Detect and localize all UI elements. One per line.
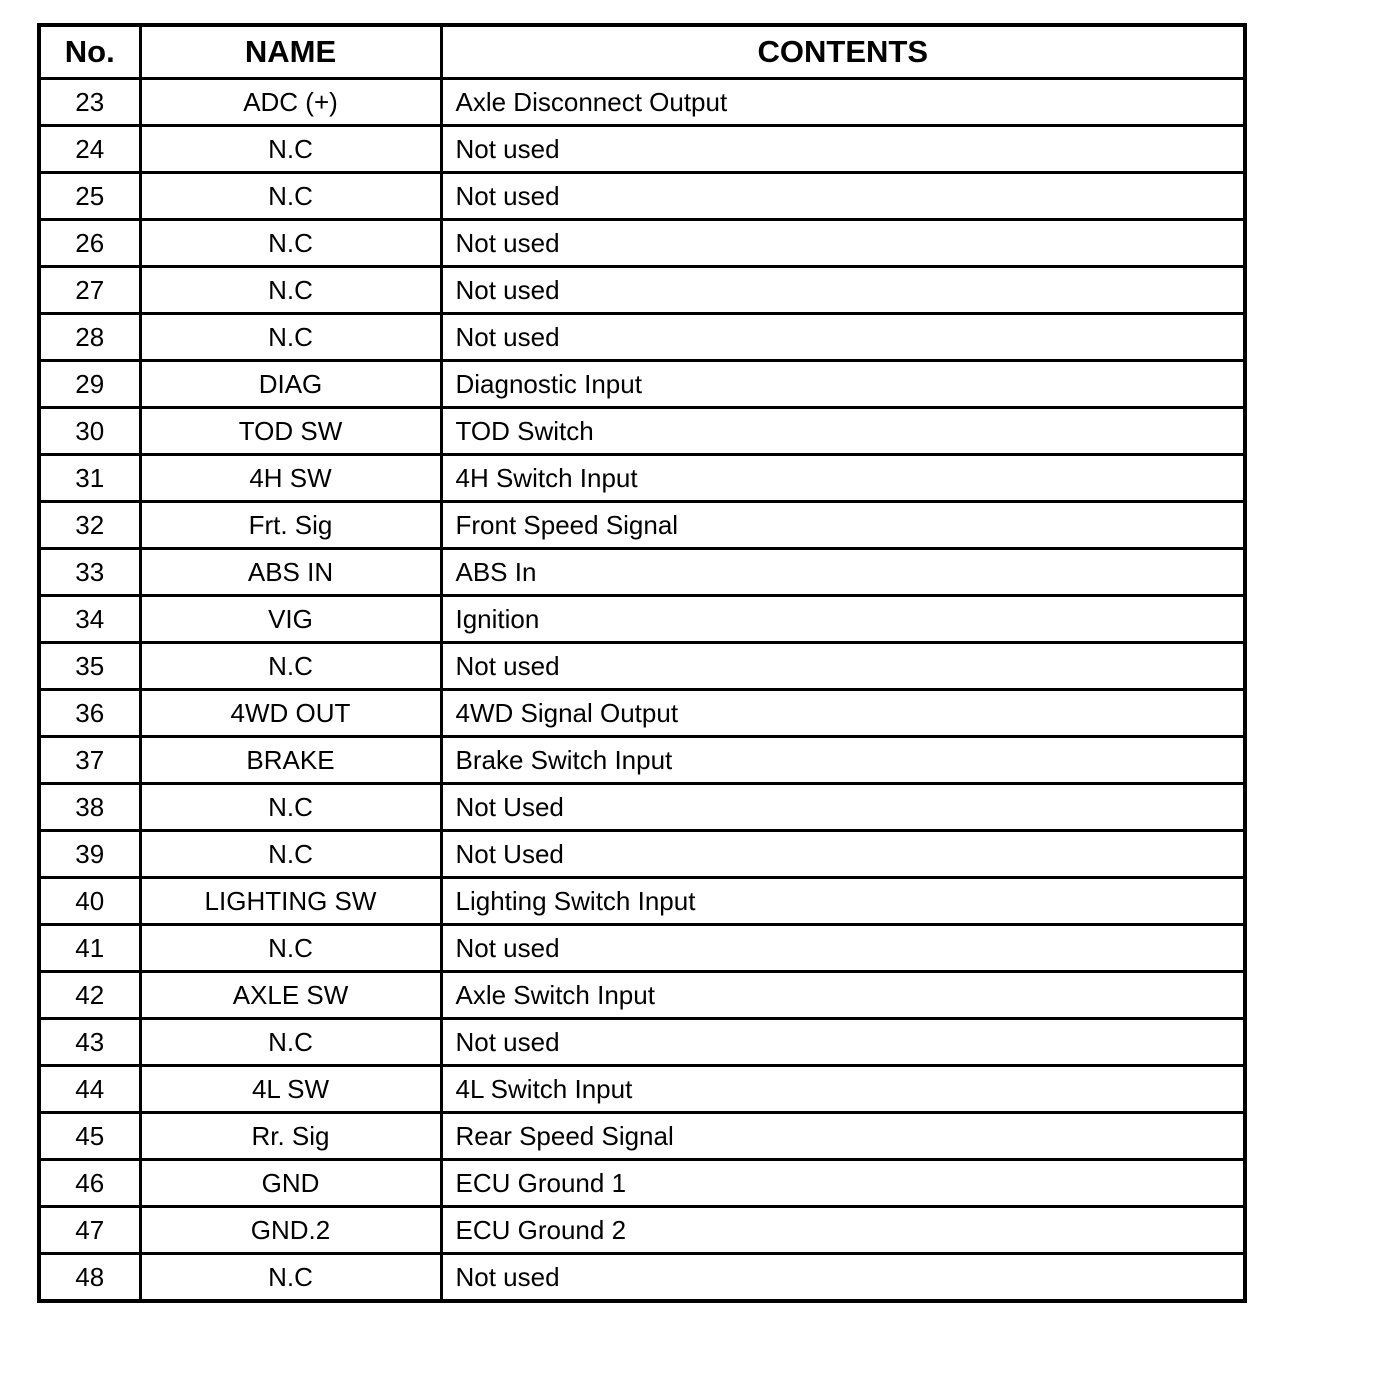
table-row (39, 314, 1245, 361)
pin-table (37, 23, 1247, 1303)
table-row (39, 408, 1245, 455)
table-row (39, 502, 1245, 549)
pin-name-cell: N.C (140, 643, 441, 690)
pin-name-cell: N.C (140, 1254, 441, 1302)
pin-number-cell: 33 (39, 549, 140, 596)
pin-number-cell: 41 (39, 925, 140, 972)
pin-contents-cell: Not used (441, 1254, 1245, 1302)
pin-contents-cell: Not used (441, 173, 1245, 220)
table-row (39, 361, 1245, 408)
pin-name-cell: AXLE SW (140, 972, 441, 1019)
pin-number-cell: 25 (39, 173, 140, 220)
table-row (39, 173, 1245, 220)
header-name: NAME (140, 25, 441, 79)
table-row (39, 878, 1245, 925)
pin-number-cell: 45 (39, 1113, 140, 1160)
table-row (39, 126, 1245, 173)
pin-number-cell: 43 (39, 1019, 140, 1066)
pin-name-cell: Frt. Sig (140, 502, 441, 549)
pin-contents-cell: Not used (441, 1019, 1245, 1066)
pin-number-cell: 24 (39, 126, 140, 173)
pin-number-cell: 38 (39, 784, 140, 831)
table-row (39, 596, 1245, 643)
table-row (39, 1254, 1245, 1302)
pin-number-cell: 35 (39, 643, 140, 690)
pin-contents-cell: Lighting Switch Input (441, 878, 1245, 925)
pin-number-cell: 30 (39, 408, 140, 455)
pin-contents-cell: Not used (441, 314, 1245, 361)
pin-contents-cell: Rear Speed Signal (441, 1113, 1245, 1160)
table-row (39, 831, 1245, 878)
table-row (39, 972, 1245, 1019)
pin-name-cell: DIAG (140, 361, 441, 408)
pin-contents-cell: Not used (441, 643, 1245, 690)
pin-number-cell: 29 (39, 361, 140, 408)
pin-contents-cell: ECU Ground 2 (441, 1207, 1245, 1254)
pin-name-cell: TOD SW (140, 408, 441, 455)
pin-contents-cell: Axle Switch Input (441, 972, 1245, 1019)
pin-name-cell: GND (140, 1160, 441, 1207)
pin-contents-cell: Brake Switch Input (441, 737, 1245, 784)
pin-contents-cell: ECU Ground 1 (441, 1160, 1245, 1207)
pin-contents-cell: Axle Disconnect Output (441, 79, 1245, 126)
pin-name-cell: 4WD OUT (140, 690, 441, 737)
table-body (39, 79, 1245, 1302)
pin-contents-cell: Not used (441, 126, 1245, 173)
pin-contents-cell: Front Speed Signal (441, 502, 1245, 549)
pin-name-cell: GND.2 (140, 1207, 441, 1254)
pin-number-cell: 26 (39, 220, 140, 267)
pin-contents-cell: 4H Switch Input (441, 455, 1245, 502)
pin-name-cell: ABS IN (140, 549, 441, 596)
table-row (39, 690, 1245, 737)
pin-name-cell: LIGHTING SW (140, 878, 441, 925)
table-row (39, 549, 1245, 596)
table-row (39, 925, 1245, 972)
pin-number-cell: 42 (39, 972, 140, 1019)
pin-number-cell: 40 (39, 878, 140, 925)
pin-name-cell: ADC (+) (140, 79, 441, 126)
table-row (39, 79, 1245, 126)
pin-name-cell: Rr. Sig (140, 1113, 441, 1160)
table-row (39, 455, 1245, 502)
table-row (39, 1160, 1245, 1207)
pin-name-cell: N.C (140, 220, 441, 267)
header-no: No. (39, 25, 140, 79)
pin-number-cell: 28 (39, 314, 140, 361)
pin-contents-cell: Not Used (441, 831, 1245, 878)
table-row (39, 1113, 1245, 1160)
pin-name-cell: N.C (140, 126, 441, 173)
pin-number-cell: 23 (39, 79, 140, 126)
header-row (39, 25, 1245, 79)
table-row (39, 1019, 1245, 1066)
header-contents: CONTENTS (441, 25, 1245, 79)
pin-contents-cell: 4L Switch Input (441, 1066, 1245, 1113)
pin-number-cell: 48 (39, 1254, 140, 1302)
table-header (39, 25, 1245, 79)
pin-name-cell: N.C (140, 267, 441, 314)
pin-name-cell: 4L SW (140, 1066, 441, 1113)
pin-name-cell: BRAKE (140, 737, 441, 784)
pin-contents-cell: Not used (441, 220, 1245, 267)
pin-number-cell: 47 (39, 1207, 140, 1254)
pin-contents-cell: Not used (441, 925, 1245, 972)
table-row (39, 643, 1245, 690)
pin-contents-cell: TOD Switch (441, 408, 1245, 455)
pin-name-cell: N.C (140, 1019, 441, 1066)
pin-number-cell: 34 (39, 596, 140, 643)
pin-name-cell: 4H SW (140, 455, 441, 502)
table-row (39, 737, 1245, 784)
pin-name-cell: N.C (140, 831, 441, 878)
pin-contents-cell: Diagnostic Input (441, 361, 1245, 408)
table-row (39, 1207, 1245, 1254)
table-row (39, 220, 1245, 267)
pin-number-cell: 37 (39, 737, 140, 784)
table-row (39, 1066, 1245, 1113)
pin-number-cell: 44 (39, 1066, 140, 1113)
pin-contents-cell: Not Used (441, 784, 1245, 831)
pin-number-cell: 39 (39, 831, 140, 878)
pin-name-cell: VIG (140, 596, 441, 643)
pin-contents-cell: ABS In (441, 549, 1245, 596)
pin-number-cell: 32 (39, 502, 140, 549)
pin-name-cell: N.C (140, 314, 441, 361)
table-row (39, 267, 1245, 314)
pin-contents-cell: 4WD Signal Output (441, 690, 1245, 737)
table-row (39, 784, 1245, 831)
pin-number-cell: 36 (39, 690, 140, 737)
pin-name-cell: N.C (140, 173, 441, 220)
pin-number-cell: 31 (39, 455, 140, 502)
pin-number-cell: 46 (39, 1160, 140, 1207)
pin-name-cell: N.C (140, 784, 441, 831)
pin-contents-cell: Ignition (441, 596, 1245, 643)
pin-name-cell: N.C (140, 925, 441, 972)
pin-contents-cell: Not used (441, 267, 1245, 314)
pin-number-cell: 27 (39, 267, 140, 314)
